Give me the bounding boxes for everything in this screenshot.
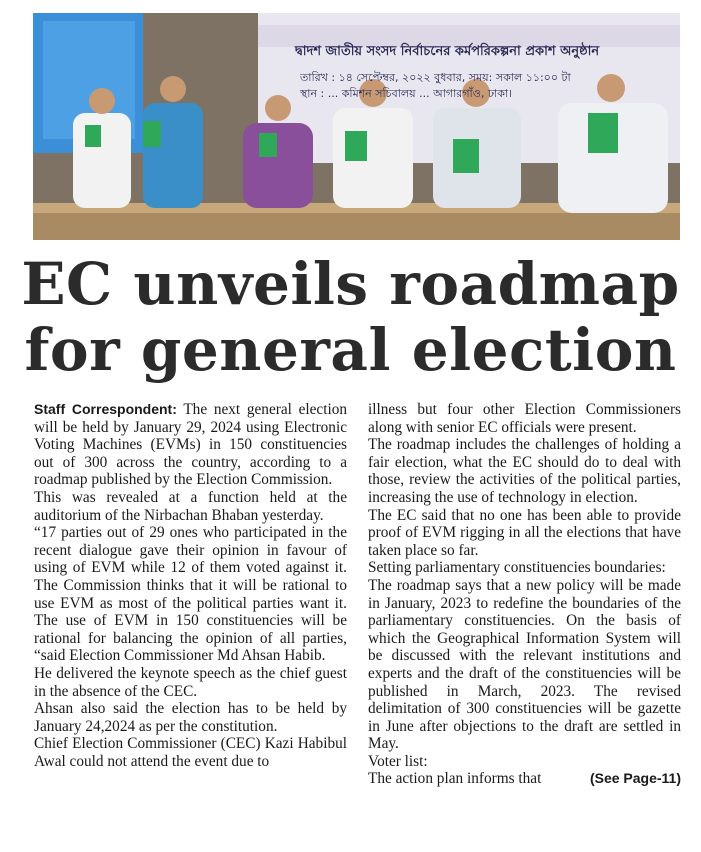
article-paragraph: This was revealed at a function held at the auditorium of the Nirbachan Bhaban yesterday. — [34, 488, 347, 524]
headline-line-2: for general election — [24, 316, 677, 384]
article-paragraph: Chief Election Commissioner (CEC) Kazi Habibul Awal could not attend the event due to — [34, 735, 347, 770]
article-paragraph: The roadmap says that a new policy will be made in January, 2023 to redefine the boundaries of the parliamentary constituencies. On the basis of which the Geographical Information System will be discussed with the relevant institutions and experts and the draft of the constituencies will be published in March, 2023. The revised delimitation of 300 constituencies will be gazette in June after objections to the draft are settled in May. — [368, 576, 681, 753]
banner-place: স্থান : ... কমিশন সচিবালয় ... আগারগাঁও, ঢাকা। — [300, 87, 513, 100]
news-photo — [33, 13, 680, 240]
headline-line-1: EC unveils roadmap — [21, 250, 680, 318]
article-paragraph: “17 parties out of 29 ones who participated in the recent dialogue gave their opinion in favour of using of EVM while 12 of them voted against it. The Commission thinks that it will be rational to use EVM as most of the political parties want it. The use of EVM in 150 constituencies will be rational for balancing the opinion of all parties, “said Election Commissioner Md Ahsan Habib. — [34, 524, 347, 665]
byline: Staff Correspondent: — [34, 401, 177, 417]
article-paragraph: Ahsan also said the election has to be held by January 24,2024 as per the constitution. — [34, 700, 347, 735]
banner-title: দ্বাদশ জাতীয় সংসদ নির্বাচনের কর্মপরিকল্পনা প্রকাশ অনুষ্ঠান — [295, 44, 600, 59]
article-paragraph: The EC said that no one has been able to provide proof of EVM rigging in all the elections that have taken place so far. — [368, 506, 681, 559]
article-column-right — [368, 401, 681, 788]
banner-date: তারিখ : ১৪ সেপ্টেম্বর, ২০২২ বুধবার, সময়: সকাল ১১:০০ টা — [300, 71, 571, 84]
article-subheading: Voter list: — [368, 752, 428, 770]
continued-link[interactable]: (See Page-11) — [589, 770, 681, 787]
article-subheading: Setting parliamentary constituencies boundaries: — [368, 559, 666, 577]
article-column-left — [34, 401, 347, 770]
article-paragraph: illness but four other Election Commissioners along with senior EC officials were present. — [368, 401, 681, 436]
article-paragraph: The roadmap includes the challenges of holding a fair election, what the EC should do to deal with those, review the activities of the political parties, increasing the use of technology in election. — [368, 436, 681, 506]
article-last-line: The action plan informs that (See Page-11) — [368, 770, 681, 788]
article-paragraph: Staff Correspondent: The next general election will be held by January 29, 2024 using Electronic Voting Machines (EVMs) in 150 constituencies out of 300 across the country, according to a roadmap published by the Election Commission. — [34, 401, 347, 489]
article-paragraph: He delivered the keynote speech as the chief guest in the absence of the CEC. — [34, 664, 347, 700]
